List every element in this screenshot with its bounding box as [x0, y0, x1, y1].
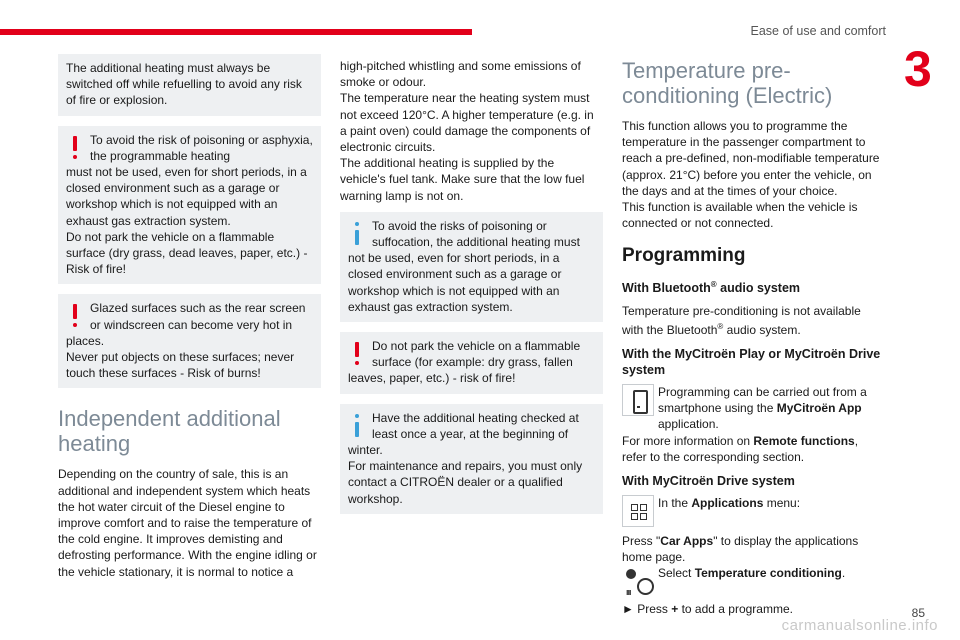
- remote-functions-link: Remote functions: [753, 433, 855, 448]
- heading-independent-heating: Independent additional heating: [58, 406, 281, 457]
- applications-grid-icon: [622, 495, 654, 527]
- warning-body: must not be used, even for short periods, in a closed environment such as a garage or workshop which is not equipped with an exhaust gas extraction system.: [66, 165, 307, 228]
- heading-bluetooth: [622, 277, 884, 296]
- paragraph-add-programme: [622, 601, 884, 617]
- warning-body-2: Never put objects on these surfaces; never touch these surfaces - Risk of burns!: [66, 350, 295, 381]
- info-body-2: For maintenance and repairs, you must only contact a CITROËN dealer or a qualified workshop.: [348, 459, 583, 506]
- warning-body: leaves, paper, etc.) - risk of fire!: [348, 371, 516, 386]
- chapter-number: 3: [904, 41, 932, 97]
- heading-programming: Programming: [622, 245, 746, 267]
- heading-bluetooth-text-2: audio system: [716, 281, 801, 296]
- applications-instruction: [622, 495, 884, 529]
- smartphone-text-2: application.: [658, 417, 719, 432]
- info-lead: Have the additional heating checked at least once a year, at the beginning of: [372, 410, 579, 441]
- paragraph-remote-functions: [622, 433, 884, 465]
- note-box-refuelling: [58, 54, 321, 116]
- info-body: not be used, even for short periods, in a closed environment such as a garage or workshop which is not equipped with an exhaust gas extraction system.: [348, 251, 562, 314]
- warning-lead: To avoid the risk of poisoning or asphyxia, the programmable heating: [90, 132, 313, 163]
- car-apps-label: Car Apps: [660, 534, 714, 548]
- paragraph-fuel-tank: The additional heating is supplied by the vehicle's fuel tank. Make sure that the low fuel warning lamp is not on.: [340, 156, 585, 203]
- info-lead: To avoid the risks of poisoning or suffocation, the additional heating must: [372, 218, 580, 250]
- registered-mark: ®: [710, 280, 717, 290]
- app-name: MyCitroën App: [776, 401, 862, 416]
- smartphone-icon: [622, 384, 654, 416]
- paragraph-whistling: high-pitched whistling and some emissions of smoke or odour.: [340, 59, 581, 90]
- header-accent-bar: [0, 29, 472, 35]
- paragraph-intro-2: This function is available when the vehicle is connected or not connected.: [622, 200, 858, 231]
- paragraph-intro: This function allows you to programme the temperature in the passenger compartment to reach a pre-defined, non-modifiable temperature (approx. 21°C) before you enter the vehicle, on the days and at the times of your choice.: [622, 119, 880, 198]
- exclamation-icon: [68, 136, 82, 162]
- temperature-conditioning-icon: ııı: [622, 565, 654, 597]
- remote-text-2: , refer to the corresponding section.: [622, 433, 859, 464]
- paragraph-car-apps: [622, 533, 884, 565]
- temperature-instruction: [622, 565, 884, 598]
- temperature-conditioning-label: Temperature conditioning: [694, 566, 842, 581]
- warning-body-2: Do not park the vehicle on a flammable surface (dry grass, dead leaves, paper, etc.) - Risk of fire!: [66, 229, 308, 277]
- paragraph-independent-heating: Depending on the country of sale, this is an additional and independent system which heats the hot water circuit of the Diesel engine to improve comfort and to raise the temperature of the cold engine. It improves demisting and defrosting performance. With the engine idling or the vehicle stationary, it is normal to notice a: [58, 467, 317, 579]
- page-number: 85: [911, 606, 925, 620]
- press-text-2: " to display the applications home page.: [622, 534, 859, 565]
- smartphone-text: Programming can be carried out from a smartphone using the: [658, 384, 867, 416]
- heading-mycitroen: With the MyCitroën Play or MyCitroën Drive system: [622, 346, 881, 377]
- apps-text-2: menu:: [763, 496, 801, 510]
- info-box-poisoning: [340, 212, 603, 322]
- exclamation-icon: [68, 304, 82, 330]
- select-text: Select: [658, 566, 695, 581]
- add-text: ► Press: [622, 602, 672, 617]
- warning-lead: Do not park the vehicle on a flammable surface (for example: dry grass, fallen: [372, 339, 581, 370]
- bluetooth-text-2: audio system.: [723, 322, 801, 337]
- smartphone-instruction: [622, 384, 884, 433]
- paragraph-temperature: The temperature near the heating system must not exceed 120°C. A higher temperature (e.g. in a paint oven) could damage the components of electronic circuits.: [340, 91, 594, 155]
- apps-text: In the: [658, 496, 692, 510]
- note-text: The additional heating must always be switched off while refuelling to avoid any risk of fire or explosion.: [66, 61, 302, 108]
- info-box-maintenance: [340, 404, 603, 514]
- remote-text: For more information on: [622, 433, 754, 448]
- info-icon: [350, 414, 364, 440]
- paragraph-bluetooth: [622, 303, 884, 338]
- press-text: Press ": [622, 534, 661, 548]
- column-middle: [340, 58, 603, 524]
- registered-mark: ®: [717, 321, 724, 331]
- exclamation-icon: [350, 342, 364, 368]
- heading-temperature-preconditioning: Temperature pre-conditioning (Electric): [622, 58, 833, 108]
- info-icon: [350, 222, 364, 248]
- applications-menu-label: Applications: [691, 496, 764, 510]
- watermark: carmanualsonline.info: [781, 617, 938, 634]
- warning-body: places.: [66, 333, 105, 348]
- plus-label: +: [671, 602, 679, 617]
- warning-box-glazed: [58, 294, 321, 388]
- warning-box-flammable: [340, 332, 603, 394]
- warning-box-poisoning: [58, 126, 321, 285]
- section-title: Ease of use and comfort: [750, 24, 886, 38]
- bluetooth-text: Temperature pre-conditioning is not available with the Bluetooth: [622, 303, 861, 337]
- column-right: [622, 40, 884, 618]
- heading-drive-system: With MyCitroën Drive system: [622, 474, 795, 488]
- add-text-2: to add a programme.: [678, 602, 793, 617]
- column-left: [58, 54, 321, 580]
- info-body: winter.: [348, 443, 383, 458]
- warning-lead: Glazed surfaces such as the rear screen or windscreen can become very hot in: [90, 301, 306, 332]
- select-text-2: .: [841, 566, 846, 581]
- heading-bluetooth-text: With Bluetooth: [622, 281, 711, 296]
